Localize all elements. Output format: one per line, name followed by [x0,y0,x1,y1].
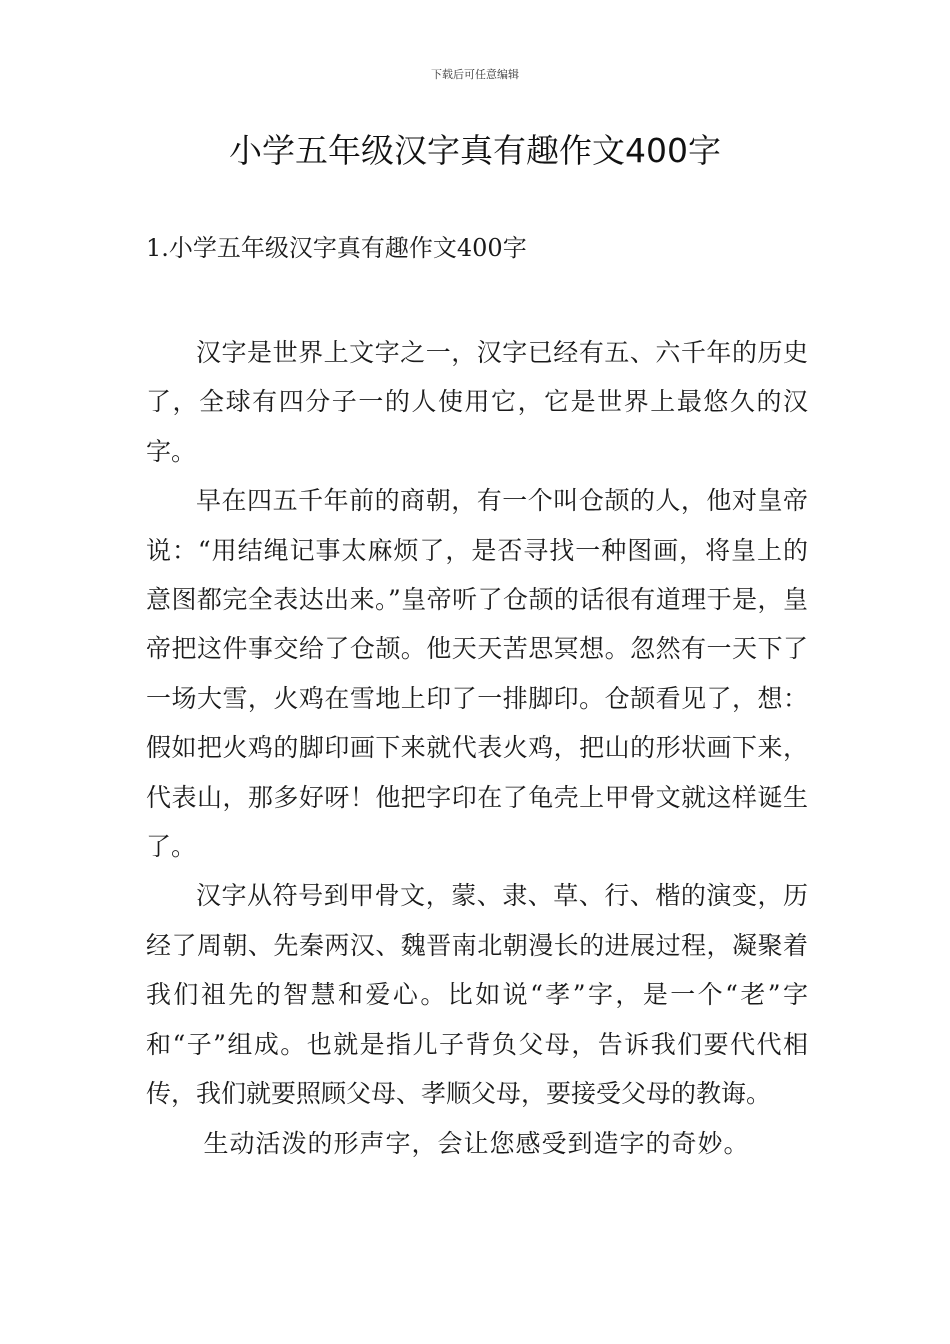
header-note: 下载后可任意编辑 [431,68,519,81]
section-heading: 1.小学五年级汉字真有趣作文400字 [146,234,527,262]
paragraph-3: 汉字从符号到甲骨文，蒙、隶、草、行、楷的演变，历经了周朝、先秦两汉、魏晋南北朝漫长的进展过程，凝聚着我们祖先的智慧和爱心。比如说“孝”字，是一个“老”字和“子”组成。也就是指儿子背负父母，告诉我们要代代相传，我们就要照顾父母、孝顺父母，要接受父母的教诲。 [146,881,808,1109]
paragraph-1: 汉字是世界上文字之一，汉字已经有五、六千年的历史了，全球有四分子一的人使用它，它是世界上最悠久的汉字。 [146,338,808,466]
article-body [146,328,808,1168]
paragraph-2: 早在四五千年前的商朝，有一个叫仓颉的人，他对皇帝说：“用结绳记事太麻烦了，是否寻找一种图画，将皇上的意图都完全表达出来。”皇帝听了仓颉的话很有道理于是，皇帝把这件事交给了仓颉。他天天苦思冥想。忽然有一天下了一场大雪，火鸡在雪地上印了一排脚印。仓颉看见了，想：假如把火鸡的脚印画下来就代表火鸡，把山的形状画下来，代表山，那多好呀！他把字印在了龟壳上甲骨文就这样诞生了。 [146,486,808,862]
page-title: 小学五年级汉字真有趣作文400字 [229,131,721,170]
paragraph-4: 生动活泼的形声字，会让您感受到造字的奇妙。 [203,1128,750,1158]
